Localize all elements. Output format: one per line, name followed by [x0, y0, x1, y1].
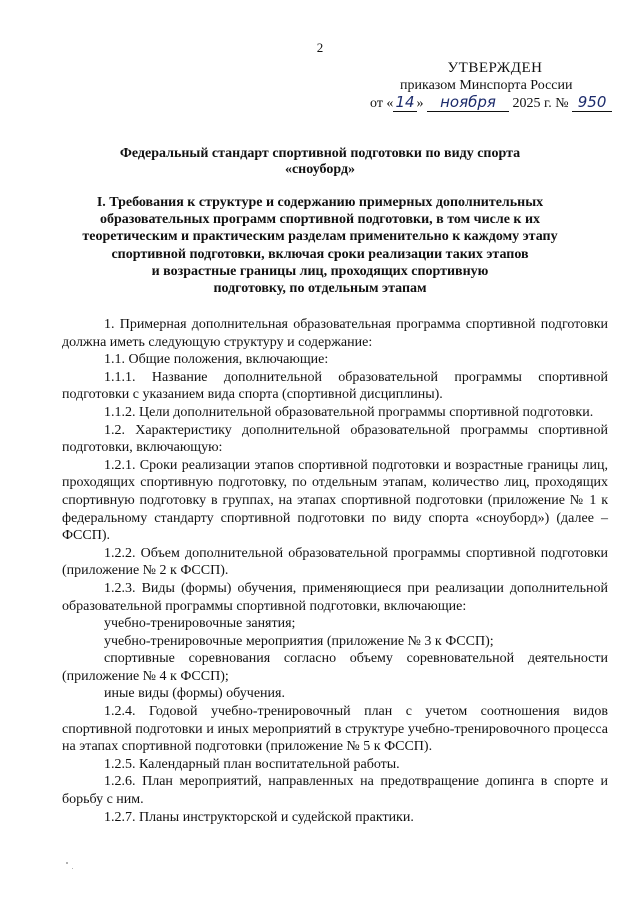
paragraph: 1.1.1. Название дополнительной образовательной программы спортивной подготовки с указанием вида спорта (спортивной дисциплины).: [62, 369, 608, 403]
paragraph: 1.2.1. Сроки реализации этапов спортивной подготовки и возрастные границы лиц, проходящих спортивную подготовку, по отдельным этапам, количество лиц, проходящих спортивную подготовку в группах, на этапах спортивной подготовки (приложение № 1 к федеральному стандарту спортивной подготовки по виду спорта «сноуборд») (далее – ФССП).: [62, 457, 608, 544]
paragraph: учебно-тренировочные занятия;: [104, 616, 296, 632]
date-mid: »: [416, 96, 424, 111]
paragraph: 1.2.4. Годовой учебно-тренировочный план с учетом соотношения видов спортивной подготовки и иных мероприятий в структуре учебно-тренировочного процесса на этапах спортивной подготовки (приложение № 5 к ФССП).: [62, 704, 608, 755]
paragraph: 1.1.2. Цели дополнительной образовательной программы спортивной подготовки.: [104, 404, 594, 420]
paragraph: учебно-тренировочные мероприятия (приложение № 3 к ФССП);: [104, 633, 494, 649]
paragraph: 1.2.5. Календарный план воспитательной работы.: [104, 756, 400, 772]
handwritten-day: 14: [395, 93, 415, 111]
section-line: образовательных программ спортивной подготовки, в том числе к их: [99, 212, 541, 228]
paragraph: 1.2.3. Виды (формы) обучения, применяющиеся при реализации дополнительной образовательной программы спортивной подготовки, включающие:: [62, 580, 608, 614]
scan-fleck: [72, 868, 73, 869]
document-body: [62, 316, 608, 826]
paragraph: 1.2.7. Планы инструкторской и судейской практики.: [104, 809, 414, 825]
section-line: и возрастные границы лиц, проходящих спортивную: [151, 263, 489, 279]
paragraph: 1.2.6. План мероприятий, направленных на предотвращение допинга в спорте и борьбу с ним.: [62, 774, 608, 808]
title-line: «сноуборд»: [284, 162, 356, 177]
paragraph: 1.2. Характеристику дополнительной образовательной программы спортивной подготовки, включающую:: [62, 422, 608, 456]
paragraph: спортивные соревнования согласно объему соревновательной деятельности (приложение № 4 к ФССП);: [62, 651, 608, 684]
approval-date-line: [370, 94, 620, 112]
paragraph: 1. Примерная дополнительная образовательная программа спортивной подготовки должна иметь следующую структуру и содержание:: [62, 317, 608, 350]
handwritten-number: 950: [572, 94, 612, 112]
section-heading: [60, 194, 580, 297]
approval-order: приказом Минспорта России: [400, 78, 573, 93]
page-number: 2: [316, 40, 324, 55]
paragraph: иные виды (формы) обучения.: [104, 686, 285, 702]
title-line: Федеральный стандарт спортивной подготовки по виду спорта: [119, 146, 521, 161]
date-prefix: от «: [370, 96, 394, 111]
approval-title: УТВЕРЖДЕН: [447, 60, 543, 76]
paragraph: 1.1. Общие положения, включающие:: [104, 352, 329, 368]
section-line: теоретическим и практическим разделам применительно к каждому этапу: [82, 229, 558, 245]
section-line: подготовку, по отдельным этапам: [213, 281, 427, 297]
paragraph: 1.2.2. Объем дополнительной образовательной программы спортивной подготовки (приложение № 2 к ФССП).: [62, 545, 608, 579]
handwritten-month: ноября: [427, 94, 509, 112]
approval-block: [370, 60, 620, 112]
document-title: [60, 146, 580, 178]
section-line: I. Требования к структуре и содержанию примерных дополнительных: [96, 195, 544, 210]
date-year: 2025 г. №: [512, 96, 569, 111]
section-line: спортивной подготовки, включая сроки реализации таких этапов: [111, 246, 529, 262]
scan-fleck: [66, 862, 68, 864]
